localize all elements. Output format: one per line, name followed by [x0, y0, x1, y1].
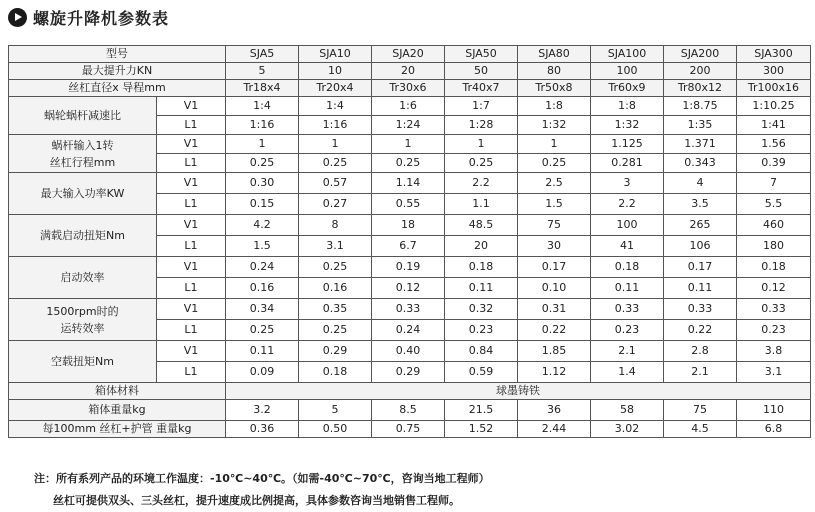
value-cell: 3.2 — [226, 400, 299, 421]
value-cell: 0.11 — [591, 278, 664, 299]
value-cell: 0.18 — [591, 257, 664, 278]
value-cell: 2.8 — [664, 341, 737, 362]
page-title — [8, 6, 169, 28]
play-icon — [8, 8, 27, 27]
value-cell: 0.34 — [226, 299, 299, 320]
value-cell: 8 — [299, 215, 372, 236]
value-cell: 0.59 — [445, 362, 518, 383]
value-cell: 48.5 — [445, 215, 518, 236]
value-cell: 7 — [737, 173, 811, 194]
sub-label: L1 — [157, 320, 226, 341]
value-cell: 0.23 — [591, 320, 664, 341]
row-label-line: 1500rpm时的 — [46, 304, 119, 318]
table-row — [9, 421, 811, 438]
value-cell: 0.22 — [518, 320, 591, 341]
value-cell: 0.30 — [226, 173, 299, 194]
value-cell: 0.29 — [299, 341, 372, 362]
value-cell: 100 — [591, 63, 664, 80]
value-cell: 3.8 — [737, 341, 811, 362]
value-cell: 30 — [518, 236, 591, 257]
value-cell: 0.23 — [737, 320, 811, 341]
value-cell: 1:16 — [299, 116, 372, 135]
model-name: SJA100 — [591, 46, 664, 63]
value-cell: 0.11 — [226, 341, 299, 362]
note-line-1: 注：所有系列产品的环境工作温度：-10℃~40℃。（如需-40℃~70℃，咨询当地工程师） — [34, 472, 490, 485]
sub-label: L1 — [157, 194, 226, 215]
value-cell: 2.5 — [518, 173, 591, 194]
value-cell: 1:32 — [518, 116, 591, 135]
model-name: SJA20 — [372, 46, 445, 63]
row-label: 最大提升力KN — [9, 63, 226, 80]
row-label: 箱体重量kg — [9, 400, 226, 421]
value-cell: 0.57 — [299, 173, 372, 194]
value-cell: 2.1 — [664, 362, 737, 383]
value-cell: 0.10 — [518, 278, 591, 299]
value-cell: 0.33 — [372, 299, 445, 320]
value-cell: 265 — [664, 215, 737, 236]
row-label: 蜗轮蜗杆减速比 — [9, 97, 157, 135]
value-cell: 0.33 — [737, 299, 811, 320]
model-name: SJA300 — [737, 46, 811, 63]
value-cell: 18 — [372, 215, 445, 236]
value-cell: 0.75 — [372, 421, 445, 438]
value-cell: 0.25 — [518, 154, 591, 173]
table-row — [9, 80, 811, 97]
sub-label: L1 — [157, 236, 226, 257]
value-cell: 0.25 — [445, 154, 518, 173]
value-cell: 0.11 — [664, 278, 737, 299]
table-row — [9, 97, 811, 116]
value-cell: 4 — [664, 173, 737, 194]
value-cell: 110 — [737, 400, 811, 421]
value-cell: 0.33 — [591, 299, 664, 320]
value-cell: 1.12 — [518, 362, 591, 383]
model-name: SJA10 — [299, 46, 372, 63]
value-cell: 460 — [737, 215, 811, 236]
value-cell: 0.84 — [445, 341, 518, 362]
value-cell: 1.56 — [737, 135, 811, 154]
row-label-line: 蜗杆输入1转 — [51, 138, 114, 152]
title-text: 螺旋升降机参数表 — [33, 8, 170, 28]
value-cell: 75 — [518, 215, 591, 236]
value-cell: 2.2 — [445, 173, 518, 194]
value-cell: 10 — [299, 63, 372, 80]
sub-label: V1 — [157, 341, 226, 362]
value-cell: 0.36 — [226, 421, 299, 438]
sub-label: V1 — [157, 215, 226, 236]
value-cell: 0.23 — [445, 320, 518, 341]
value-cell: 1:28 — [445, 116, 518, 135]
value-cell: 5.5 — [737, 194, 811, 215]
value-cell: 1:41 — [737, 116, 811, 135]
table-row — [9, 383, 811, 400]
value-cell: 0.24 — [372, 320, 445, 341]
value-cell: 0.55 — [372, 194, 445, 215]
row-label-line: 运转效率 — [60, 321, 105, 335]
row-label: 启动效率 — [9, 257, 157, 299]
value-cell: 1 — [518, 135, 591, 154]
value-cell: 5 — [299, 400, 372, 421]
model-name: SJA200 — [664, 46, 737, 63]
model-name: SJA50 — [445, 46, 518, 63]
value-cell: 0.31 — [518, 299, 591, 320]
value-cell: 1.52 — [445, 421, 518, 438]
value-cell: 2.2 — [591, 194, 664, 215]
value-cell: 1 — [372, 135, 445, 154]
value-cell: Tr50x8 — [518, 80, 591, 97]
sub-label: L1 — [157, 116, 226, 135]
value-cell: 100 — [591, 215, 664, 236]
value-cell: 1.125 — [591, 135, 664, 154]
row-label — [9, 299, 157, 341]
note-line-2: 丝杠可提供双头、三头丝杠，提升速度成比例提高，具体参数咨询当地销售工程师。 — [53, 494, 460, 507]
value-cell: 0.33 — [664, 299, 737, 320]
value-cell: 0.11 — [445, 278, 518, 299]
value-cell: 50 — [445, 63, 518, 80]
row-label: 每100mm 丝杠+护管 重量kg — [9, 421, 226, 438]
sub-label: L1 — [157, 362, 226, 383]
value-cell: 0.39 — [737, 154, 811, 173]
value-cell: 0.25 — [299, 257, 372, 278]
value-cell: 1:8.75 — [664, 97, 737, 116]
value-cell: 8.5 — [372, 400, 445, 421]
value-cell: 1:6 — [372, 97, 445, 116]
value-cell: 0.17 — [518, 257, 591, 278]
value-cell: 1:8 — [518, 97, 591, 116]
value-cell: 75 — [664, 400, 737, 421]
value-cell: 0.15 — [226, 194, 299, 215]
value-cell: 1:10.25 — [737, 97, 811, 116]
material-value: 球墨铸铁 — [226, 383, 811, 400]
value-cell: 3.1 — [737, 362, 811, 383]
value-cell: 0.25 — [299, 320, 372, 341]
value-cell: 1:35 — [664, 116, 737, 135]
value-cell: 1 — [226, 135, 299, 154]
model-name: SJA5 — [226, 46, 299, 63]
value-cell: 0.25 — [372, 154, 445, 173]
notes — [34, 468, 490, 512]
value-cell: 180 — [737, 236, 811, 257]
value-cell: 41 — [591, 236, 664, 257]
value-cell: 1.5 — [226, 236, 299, 257]
value-cell: 36 — [518, 400, 591, 421]
value-cell: Tr18x4 — [226, 80, 299, 97]
table-row — [9, 173, 811, 194]
value-cell: 4.5 — [664, 421, 737, 438]
value-cell: 1.1 — [445, 194, 518, 215]
value-cell: 0.09 — [226, 362, 299, 383]
value-cell: 80 — [518, 63, 591, 80]
row-label: 箱体材料 — [9, 383, 226, 400]
row-label: 空载扭矩Nm — [9, 341, 157, 383]
table-row — [9, 135, 811, 154]
sub-label: V1 — [157, 173, 226, 194]
spec-table — [8, 45, 811, 438]
row-label-line: 丝杠行程mm — [49, 155, 116, 169]
value-cell: Tr60x9 — [591, 80, 664, 97]
value-cell: 20 — [445, 236, 518, 257]
value-cell: 1:7 — [445, 97, 518, 116]
row-label: 最大输入功率KW — [9, 173, 157, 215]
value-cell: 3.02 — [591, 421, 664, 438]
value-cell: 0.16 — [226, 278, 299, 299]
value-cell: 6.8 — [737, 421, 811, 438]
value-cell: 106 — [664, 236, 737, 257]
value-cell: 0.35 — [299, 299, 372, 320]
row-label — [9, 135, 157, 173]
table-row — [9, 299, 811, 320]
value-cell: 1:24 — [372, 116, 445, 135]
value-cell: 0.12 — [372, 278, 445, 299]
value-cell: 2.1 — [591, 341, 664, 362]
value-cell: 0.18 — [737, 257, 811, 278]
sub-label: L1 — [157, 278, 226, 299]
value-cell: 3 — [591, 173, 664, 194]
value-cell: Tr20x4 — [299, 80, 372, 97]
value-cell: 0.25 — [226, 320, 299, 341]
value-cell: 3.5 — [664, 194, 737, 215]
value-cell: 0.18 — [299, 362, 372, 383]
value-cell: Tr80x12 — [664, 80, 737, 97]
value-cell: 0.29 — [372, 362, 445, 383]
value-cell: Tr30x6 — [372, 80, 445, 97]
value-cell: 1:16 — [226, 116, 299, 135]
table-row — [9, 400, 811, 421]
value-cell: 1.4 — [591, 362, 664, 383]
value-cell: 0.18 — [445, 257, 518, 278]
value-cell: 4.2 — [226, 215, 299, 236]
value-cell: 6.7 — [372, 236, 445, 257]
sub-label: V1 — [157, 135, 226, 154]
value-cell: 0.40 — [372, 341, 445, 362]
value-cell: 0.24 — [226, 257, 299, 278]
value-cell: 0.19 — [372, 257, 445, 278]
value-cell: 0.27 — [299, 194, 372, 215]
value-cell: 1 — [299, 135, 372, 154]
value-cell: 21.5 — [445, 400, 518, 421]
table-row — [9, 46, 811, 63]
value-cell: 1:4 — [226, 97, 299, 116]
value-cell: 1.371 — [664, 135, 737, 154]
sub-label: V1 — [157, 97, 226, 116]
value-cell: 0.281 — [591, 154, 664, 173]
table-row — [9, 257, 811, 278]
value-cell: 5 — [226, 63, 299, 80]
value-cell: 200 — [664, 63, 737, 80]
row-label: 丝杠直径x 导程mm — [9, 80, 226, 97]
value-cell: 0.12 — [737, 278, 811, 299]
value-cell: 1.5 — [518, 194, 591, 215]
sub-label: L1 — [157, 154, 226, 173]
value-cell: 1 — [445, 135, 518, 154]
table-row — [9, 341, 811, 362]
sub-label: V1 — [157, 257, 226, 278]
value-cell: 0.17 — [664, 257, 737, 278]
value-cell: 1:4 — [299, 97, 372, 116]
table-row — [9, 215, 811, 236]
value-cell: 0.16 — [299, 278, 372, 299]
table-row — [9, 63, 811, 80]
value-cell: 20 — [372, 63, 445, 80]
value-cell: 1.14 — [372, 173, 445, 194]
value-cell: 2.44 — [518, 421, 591, 438]
row-label: 满载启动扭矩Nm — [9, 215, 157, 257]
value-cell: 0.25 — [299, 154, 372, 173]
model-header: 型号 — [9, 46, 226, 63]
value-cell: Tr100x16 — [737, 80, 811, 97]
value-cell: Tr40x7 — [445, 80, 518, 97]
value-cell: 0.50 — [299, 421, 372, 438]
value-cell: 0.32 — [445, 299, 518, 320]
value-cell: 3.1 — [299, 236, 372, 257]
value-cell: 1:8 — [591, 97, 664, 116]
value-cell: 300 — [737, 63, 811, 80]
value-cell: 0.22 — [664, 320, 737, 341]
sub-label: V1 — [157, 299, 226, 320]
value-cell: 58 — [591, 400, 664, 421]
value-cell: 0.343 — [664, 154, 737, 173]
value-cell: 0.25 — [226, 154, 299, 173]
model-name: SJA80 — [518, 46, 591, 63]
value-cell: 1:32 — [591, 116, 664, 135]
value-cell: 1.85 — [518, 341, 591, 362]
